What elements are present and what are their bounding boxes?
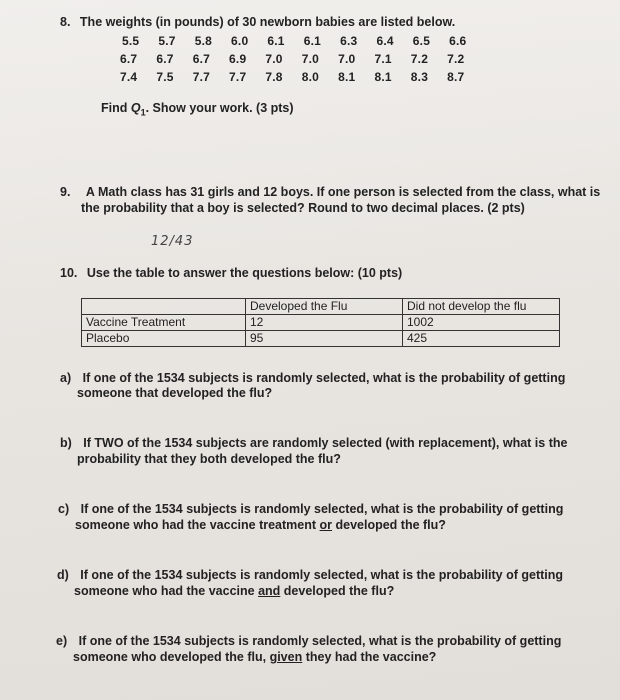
table-header-cell: Developed the Flu (246, 299, 403, 315)
q9-line1-text: A Math class has 31 girls and 12 boys. If one person is selected from the class, what is (85, 185, 601, 199)
q9-number: 9. (60, 185, 71, 199)
q10d-line1-text: If one of the 1534 subjects is randomly selected, what is the probability of getting (80, 568, 564, 582)
q8-row-3: 7.4 7.5 7.7 7.7 7.8 8.0 8.1 8.1 8.3 8.7 (120, 70, 465, 84)
q10c-line-2 (75, 517, 446, 533)
q8-row-2: 6.7 6.7 6.7 6.9 7.0 7.0 7.0 7.1 7.2 7.2 (120, 52, 465, 66)
table-cell: 425 (403, 331, 560, 347)
q10c-line2-pre: someone who had the vaccine treatment (75, 518, 320, 532)
q8-find-sub: 1 (140, 107, 146, 118)
table-header-cell: Did not develop the flu (403, 299, 560, 315)
q10d-line-1 (57, 567, 563, 583)
table-header-row (82, 299, 560, 315)
table-cell: 1002 (403, 315, 560, 331)
q10d-label: d) (57, 568, 69, 582)
q8-find-prefix: Find (101, 101, 131, 115)
q9-handwritten-answer: 12/43 (151, 234, 194, 249)
q10a-line-2: someone that developed the flu? (77, 386, 273, 400)
q10-text: Use the table to answer the questions below: (10 pts) (86, 266, 403, 280)
q10a-line-1 (60, 370, 565, 386)
q10c-line2-post: developed the flu? (332, 518, 446, 532)
table-cell: Placebo (82, 331, 246, 347)
q10e-line2-post: they had the vaccine? (302, 650, 437, 664)
q10d-line2-underlined: and (258, 584, 281, 598)
q10-header (60, 265, 402, 281)
q8-number: 8. (60, 15, 71, 29)
q10b-line1-text: If TWO of the 1534 subjects are randomly selected (with replacement), what is the (83, 436, 568, 450)
q8-find-suffix: . Show your work. (3 pts) (145, 101, 294, 115)
table-cell: 95 (246, 331, 403, 347)
table-row (82, 331, 560, 347)
q10c-line2-underlined: or (319, 518, 333, 532)
q10b-line-2: probability that they both developed the flu? (77, 452, 341, 466)
q9-line-1 (60, 184, 600, 200)
q10e-line-1 (56, 633, 561, 649)
q10c-line-1 (58, 501, 563, 517)
q10d-line2-post: developed the flu? (280, 584, 395, 598)
q10b-label: b) (60, 436, 72, 450)
q10e-line-2 (73, 649, 436, 665)
table-cell: Vaccine Treatment (82, 315, 246, 331)
q10a-label: a) (60, 371, 72, 385)
q10e-label: e) (56, 634, 68, 648)
q10e-line2-pre: someone who developed the flu, (73, 650, 270, 664)
q10c-line1-text: If one of the 1534 subjects is randomly selected, what is the probability of getting (80, 502, 564, 516)
q10b-line-1 (60, 435, 567, 451)
q8-find-var: Q (130, 101, 141, 115)
q10-number: 10. (60, 266, 78, 280)
q8-text: The weights (in pounds) of 30 newborn babies are listed below. (79, 15, 456, 29)
table-cell: 12 (246, 315, 403, 331)
q10e-line2-underlined: given (269, 650, 303, 664)
q10d-line-2 (74, 583, 394, 599)
q8-find-line (101, 100, 294, 121)
q9-line-2: the probability that a boy is selected? Round to two decimal places. (2 pts) (81, 201, 525, 215)
q10d-line2-pre: someone who had the vaccine (74, 584, 259, 598)
flu-table (81, 298, 560, 347)
q10c-label: c) (58, 502, 70, 516)
table-header-cell (82, 299, 246, 315)
table-row (82, 315, 560, 331)
q10e-line1-text: If one of the 1534 subjects is randomly selected, what is the probability of getting (78, 634, 562, 648)
q8-header (60, 14, 455, 30)
q10a-line1-text: If one of the 1534 subjects is randomly selected, what is the probability of getting (82, 371, 566, 385)
q8-row-1: 5.5 5.7 5.8 6.0 6.1 6.1 6.3 6.4 6.5 6.6 (122, 34, 467, 48)
